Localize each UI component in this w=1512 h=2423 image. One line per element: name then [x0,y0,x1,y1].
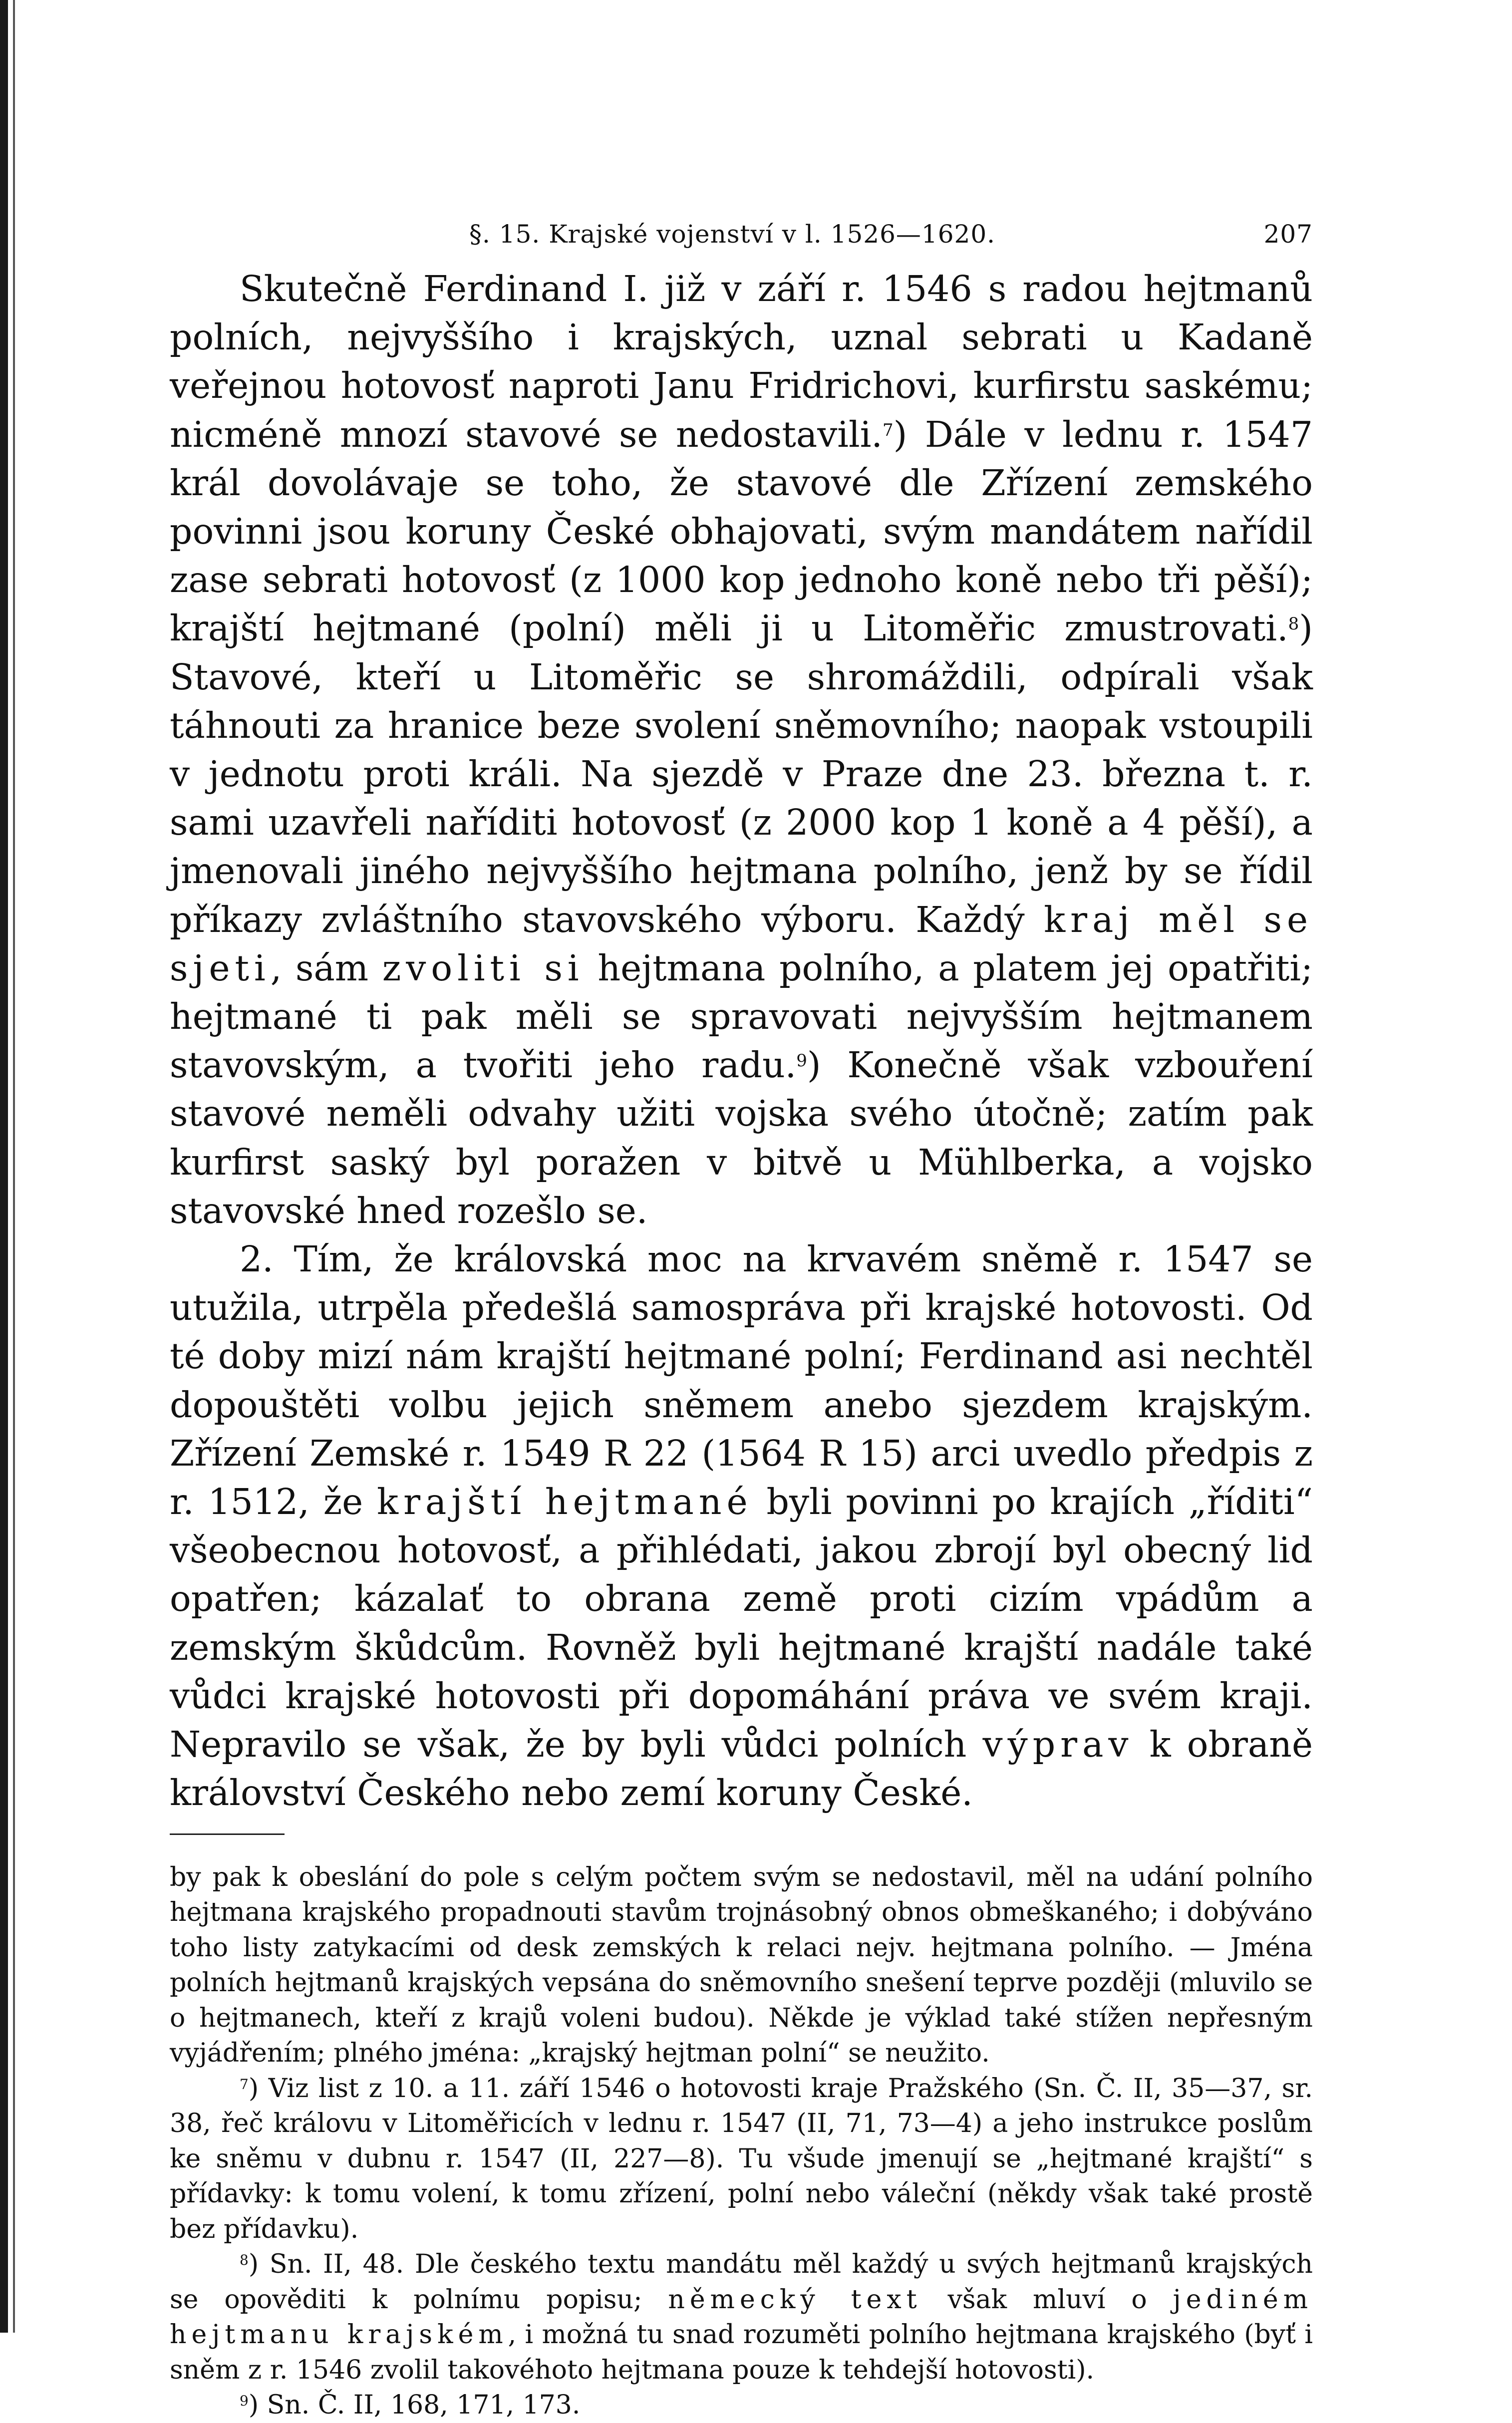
text-run: k obraně království Českého nebo zemí koruny České. [170,1724,1313,1814]
paragraph-1 [170,265,1313,1235]
footnote-text: však mluví o [947,2284,1147,2315]
footnote-mark: 9 [240,2393,249,2409]
footnote-8 [170,2247,1313,2388]
main-text [170,265,1313,1817]
footnote-ref-8: 8 [1288,614,1299,634]
footnote-ref-7: 7 [883,420,894,440]
footnote-9 [170,2388,1313,2423]
emphasis-spaced: kraj měl se sjeti [170,899,1313,989]
footnote-divider [170,1833,285,1835]
footnote-text: ) Viz list z 10. a 11. září 1546 o hotovosti kraje Pražského (Sn. Č. II, 35—37, sr. 38, řeč královu v Litoměřicích v lednu r. 1547 (II, 71, 73—4) a jeho instrukce poslům ke sněmu v dubnu r. 1547 (II, 227—8). Tu všude jmenují se „hejtmané krajští“ s přídavky: k tomu volení, k tomu zřízení, polní nebo váleční (někdy však také prostě bez přídavku). [170,2073,1313,2244]
running-title: §. 15. Krajské vojenství v l. 1526—1620. [469,220,996,249]
emphasis-spaced: německý text [668,2284,922,2315]
text-run: ) Konečně však vzbouření stavové neměli odvahy užiti vojska svého útočně; zatím pak kurfirst saský byl poražen v bitvě u Mühlberka, a vojsko stavovské hned rozešlo se. [170,1044,1313,1231]
scan-border [0,0,8,2333]
footnote-continuation: by pak k obeslání do pole s celým počtem svým se nedostavil, měl na udání polního hejtmana krajského propadnouti stavům trojnásobný obnos obmeškaného; i dobýváno toho listy zatykacími od desk zemských k relaci nejv. hejtmana polního. — Jména polních hejtmanů krajských vepsána do sněmovního snešení teprve později (mluvilo se o hejtmanech, kteří z krajů voleni budou). Někde je výklad také stížen nepřesným vyjádřením; plného jména: „krajský hejtman polní“ se neužito. [170,1862,1313,2068]
text-run: hejtmana polního, a platem jej opatřiti; hejtmané ti pak měli se spravovati nejvyšším hejtmanem stavovským, a tvořiti jeho radu. [170,947,1313,1086]
emphasis-spaced: jediném hejtmanu krajském [170,2284,1313,2350]
emphasis-spaced: krajští hejtmané [377,1481,753,1523]
text-run: Skutečně Ferdinand I. již v září r. 1546 s radou hejtmanů polních, nejvyššího i krajských, uznal sebrati u Kadaně veřejnou hotovosť naproti Janu Fridrichovi, kurfirstu saskému; nicméně mnozí stavové se nedostavili. [170,268,1313,455]
emphasis-spaced: zvoliti si [382,947,584,989]
footnote-text: ) Sn. II, 48. Dle českého textu mandátu měl každý u svých hejtmanů krajských se opověditi k polnímu popisu; [170,2249,1313,2315]
footnote-7 [170,2071,1313,2247]
text-run: ) Stavové, kteří u Litoměřic se shromáždili, odpírali však táhnouti za hranice beze svolení sněmovního; naopak vstoupili v jednotu proti králi. Na sjezdě v Praze dne 23. března t. r. sami uzavřeli naříditi hotovosť (z 2000 kop 1 koně a 4 pěší), a jmenovali jiného nejvyššího hejtmana polního, jenž by se řídil příkazy zvláštního stavovského výboru. Každý [170,607,1313,940]
emphasis-spaced: výprav [982,1724,1134,1766]
footnote-text: , i možná tu snad rozuměti polního hejtmana krajského (byť i sněm z r. 1546 zvolil takovéhoto hejtmana pouze k tehdejší hotovosti). [170,2320,1313,2385]
footnote-mark: 7 [240,2076,249,2093]
book-page [170,210,1313,2423]
footnotes [170,1860,1313,2423]
scan-border-line [13,0,15,2333]
page-number: 207 [1263,220,1313,249]
text-run: 2. Tím, že královská moc na krvavém sněmě r. 1547 se utužila, utrpěla předešlá samospráva při krajské hotovosti. Od té doby mizí nám krajští hejtmané polní; Ferdinand asi nechtěl dopouštěti volbu jejich sněmem anebo sjezdem krajským. Zřízení Zemské r. 1549 R 22 (1564 R 15) arci uvedlo předpis z r. 1512, že [170,1238,1313,1523]
text-run: , sám [270,947,369,989]
text-run: byli povinni po krajích „říditi“ všeobecnou hotovosť, a přihlédati, jakou zbrojí byl obecný lid opatřen; kázalať to obrana země proti cizím vpádům a zemským škůdcům. Rovněž byli hejtmané krajští nadále také vůdci krajské hotovosti při dopomáhání práva ve svém kraji. Nepravilo se však, že by byli vůdci polních [170,1481,1313,1766]
footnote-mark: 8 [240,2252,249,2268]
footnote-text: ) Sn. Č. II, 168, 171, 173. [248,2390,581,2420]
text-run: ) Dále v lednu r. 1547 král dovolávaje se toho, že stavové dle Zřízení zemského povinni jsou koruny České obhajovati, svým mandátem nařídil zase sebrati hotovosť (z 1000 kop jednoho koně nebo tři pěší); krajští hejtmané (polní) měli ji u Litoměřic zmustrovati. [170,413,1313,649]
footnote-ref-9: 9 [796,1051,807,1071]
paragraph-2 [170,1235,1313,1817]
running-header [170,210,1313,265]
